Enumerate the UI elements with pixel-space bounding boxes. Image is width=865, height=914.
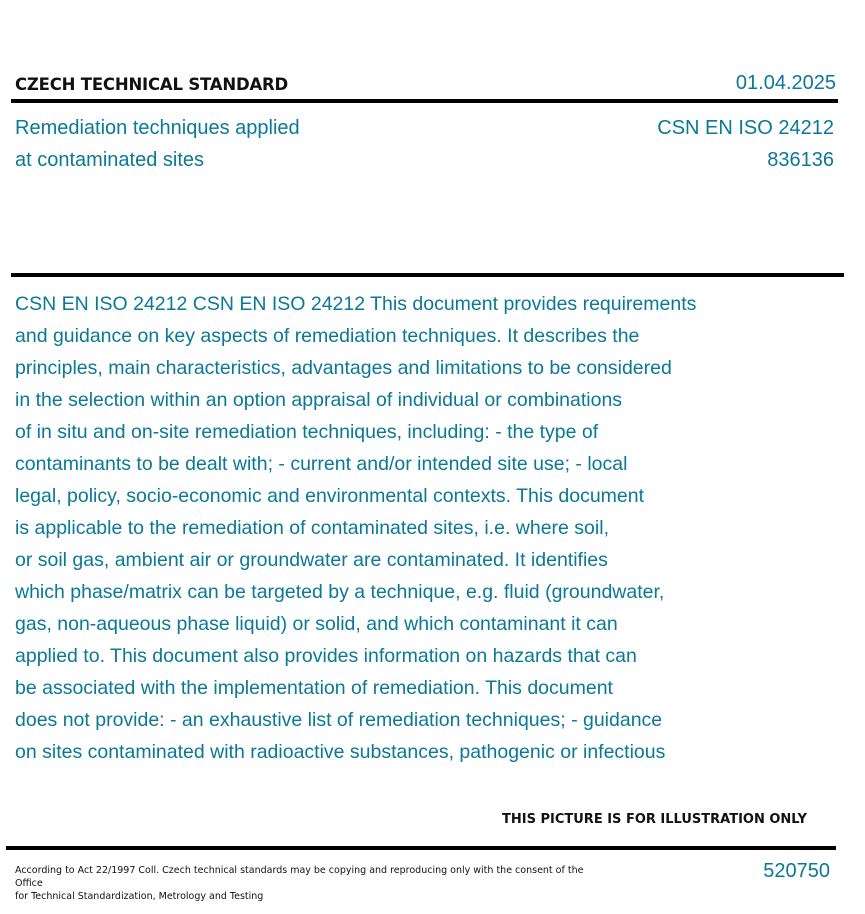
abstract-line: be associated with the implementation of remediation. This document: [15, 677, 613, 699]
footer-divider: [6, 846, 836, 850]
abstract-line: legal, policy, socio-economic and environmental contexts. This document: [15, 485, 645, 507]
illustration-notice: THIS PICTURE IS FOR ILLUSTRATION ONLY: [502, 812, 807, 827]
abstract-line: is applicable to the remediation of contaminated sites, i.e. where soil,: [15, 517, 609, 539]
copyright-line: According to Act 22/1997 Coll. Czech technical standards may be copying and reproducing only with the consent of the Office: [15, 865, 584, 889]
abstract-line: applied to. This document also provides information on hazards that can: [15, 645, 637, 667]
footer-id-number: 520750: [763, 860, 830, 882]
document-title-line-1: Remediation techniques applied: [15, 117, 300, 139]
abstract-text: [15, 288, 845, 768]
abstract-line: principles, main characteristics, advantages and limitations to be considered: [15, 357, 672, 379]
copyright-notice: [15, 864, 595, 903]
title-divider: [11, 273, 844, 277]
abstract-line: which phase/matrix can be targeted by a technique, e.g. fluid (groundwater,: [15, 581, 665, 603]
abstract-line: and guidance on key aspects of remediation techniques. It describes the: [15, 325, 640, 347]
abstract-line: on sites contaminated with radioactive substances, pathogenic or infectious: [15, 741, 666, 763]
standard-code: CSN EN ISO 24212: [657, 117, 834, 139]
abstract-line: does not provide: - an exhaustive list of remediation techniques; - guidance: [15, 709, 663, 731]
abstract-line: in the selection within an option appraisal of individual or combinations: [15, 389, 623, 411]
abstract-line: CSN EN ISO 24212 CSN EN ISO 24212 This document provides requirements: [15, 293, 697, 315]
catalog-number: 836136: [767, 149, 834, 171]
abstract-line: of in situ and on-site remediation techniques, including: - the type of: [15, 421, 599, 443]
document-type-label: CZECH TECHNICAL STANDARD: [15, 75, 289, 94]
document-title-line-2: at contaminated sites: [15, 149, 204, 171]
publication-date: 01.04.2025: [735, 72, 836, 94]
header-divider: [11, 99, 838, 103]
abstract-line: contaminants to be dealt with; - current and/or intended site use; - local: [15, 453, 628, 475]
copyright-line: for Technical Standardization, Metrology and Testing: [15, 891, 264, 902]
abstract-line: or soil gas, ambient air or groundwater are contaminated. It identifies: [15, 549, 608, 571]
abstract-line: gas, non-aqueous phase liquid) or solid, and which contaminant it can: [15, 613, 618, 635]
